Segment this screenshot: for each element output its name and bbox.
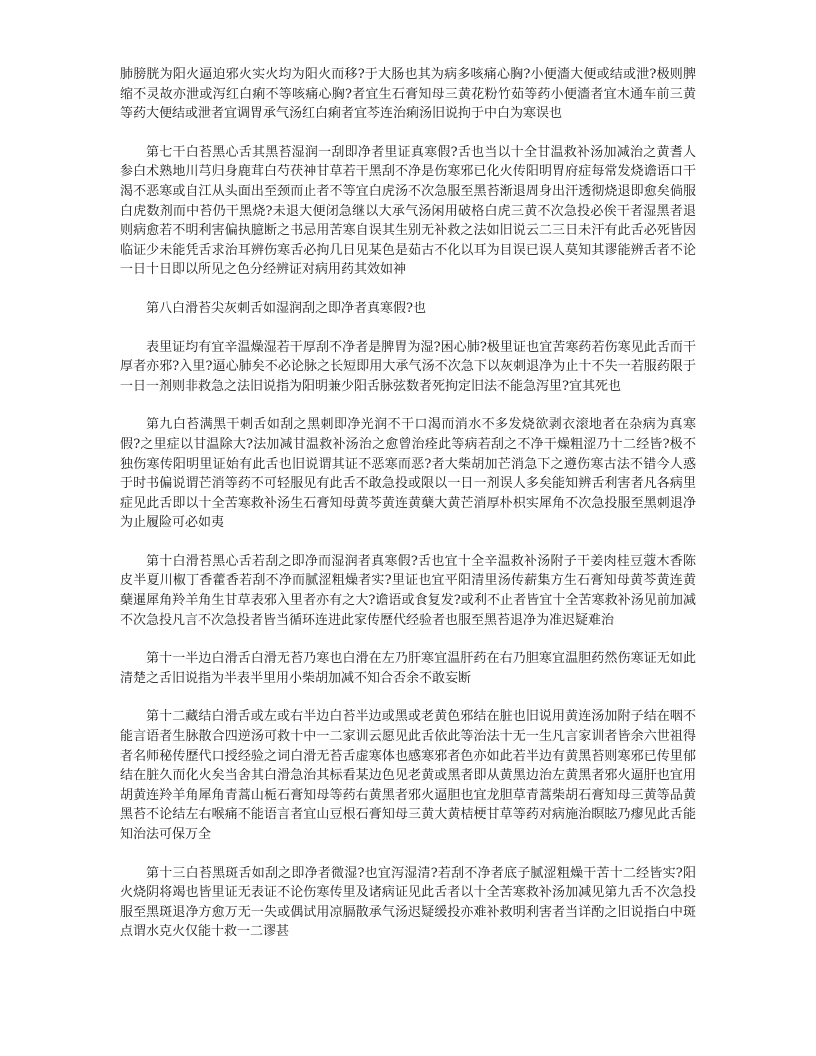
paragraph-tongue-12: 第十二藏结白滑舌或左或右半边白苔半边或黑或老黄色邪结在脏也旧说用黄连汤加附子结在咽不能言语者生脉散合四逆汤可救十中一二家训云愿见此舌依此等治法十无一生凡言家训者皆余六世祖得者名师秘传歷代口授经验之词白滑无苔舌虚寒体也感寒邪者色亦如此若半边有黄黑苔则寒邪已传里郁结在脏久而化火矣当舍其白滑急治其标看某边色见老黄或黑者即从黄黑边治左黄黑者邪火逼肝也宜用胡黄连羚羊角犀角青蒿山栀石膏知母等药右黄黑者邪火逼胆也宜龙胆草青蒿柴胡石膏知母三黄等品黄黑苔不论结左右喉痛不能语言者宜山豆根石膏知母三黄大黄桔梗甘草等药对病施治瞑眩乃瘳见此舌能知治法可保万全 xyxy=(120,709,696,842)
paragraph-tongue-9: 第九白苔满黑干刺舌如刮之黑刺即净光润不干口渴而消水不多发烧欲剥衣滚地者在杂病为真寒假?之里症以甘温除大?法加减甘温救补汤治之愈曾治痊此等病若刮之不净干燥粗涩乃十二经皆?极不独伤寒传阳明里证始有此舌也旧说谓其证不恶寒而恶?者大柴胡加芒消急下之遵伤寒古法不错今人惑于时书偏说谓芒消等药不可轻服见有此舌不敢急投或限以一日一剂误人多矣能知辨舌利害者凡各病里症见此舌即以十全苦寒救补汤生石膏知母黄芩黄连黄蘖大黄芒消厚朴枳实犀角不次急投服至黑刺退净为止履险可必如夷 xyxy=(120,417,696,531)
paragraph-tongue-11: 第十一半边白滑舌白滑无苔乃寒也白滑在左乃肝寒宜温肝药在右乃胆寒宜温胆药然伤寒证无如此清楚之舌旧说指为半表半里用小柴胡加减不知合否余不敢妄断 xyxy=(120,651,696,686)
paragraph-tongue-7: 第七干白苔黑心舌其黑苔湿润一刮即净者里证真寒假?舌也当以十全甘温救补汤加减治之黄耆人参白术熟地川芎归身鹿茸白芍茯神甘草若干黑刮不净是伤寒邪已化火传阳明胃府症每常发烧谵语口干渴不恶寒或自江从头面出至颈而止者不等宜白虎汤不次急服至黑苔渐退周身出汗透彻烧退即愈矣倘服白虎数剂而中苔仍干黑烧?未退大便闭急继以大承气汤闲用破格白虎三黄不次急投必俟干者湿黑者退则病愈若不明利害偏执臆断之书忌用苦寒自误其生别无补救之法如旧说云二三日未汗有此舌必死皆因临证少未能凭舌求治耳辨伤寒舌必拘几日见某色是茹古不化以耳为目误已误人莫知其谬能辨舌者不论一日十日即以所见之色分经辨证对病用药其效如神 xyxy=(120,144,696,278)
paragraph-tongue-10: 第十白滑苔黑心舌若刮之即净而湿润者真寒假?舌也宜十全辛温救补汤附子干姜肉桂豆蔻木香陈皮半夏川椒丁香藿香若刮不净而腻涩粗燥者实?里证也宜平阳清里汤传薪集方生石膏知母黄芩黄连黄蘖暹犀角羚羊角生甘草表邪入里者亦有之大?谵语或食复发?或利不止者皆宜十全苦寒救补汤见前加减不次急投凡言不次急投者皆当循环连进此家传歷代经验者也服至黑苔退净为准迟疑难治 xyxy=(120,553,696,628)
heading-tongue-8: 第八白滑苔尖灰刺舌如湿润刮之即净者真寒假?也 xyxy=(146,300,426,316)
paragraph-tongue-8: 表里证均有宜辛温燥湿若干厚刮不净者是脾胃为湿?困心肺?极里证也宜苦寒药若伤寒见此舌而干厚者亦邪?入里?逼心肺矣不必论脉之长短即用大承气汤不次急下以灰刺退净为止十不失一若服药限于一日一剂则非救急之法旧说指为阳明兼少阳舌脉弦数者死拘定旧法不能急泻里?宜其死也 xyxy=(120,339,696,394)
paragraph-tongue-13: 第十三白苔黑斑舌如刮之即净者微湿?也宜泻湿清?若刮不净者底子腻涩粗燥干苦十二经皆实?阳火烧阴将竭也皆里证无表证不论伤寒传里及诸病证见此舌者以十全苦寒救补汤加减见第九舌不次急投服至黑斑退净方愈万无一失或偶试用凉膈散承气汤迟疑缓投亦难补救明利害者当详酌之旧说指白中斑点谓水克火仅能十救一二谬甚 xyxy=(120,865,696,940)
paragraph-continuation: 肺膀胱为阳火逼迫邪火实火均为阳火而移?于大肠也其为病多咳痛心胸?小便濇大便或结或泄?极则脾缩不灵故亦泄或泻红白痢不等咳痛心胸?者宜生石膏知母三黄花粉竹茹等药小便濇者宜木通车前三黄等药大便结或泄者宜调胃承气汤红白痢者宜芩连治痢汤旧说拘于中白为寒误也 xyxy=(120,67,696,122)
